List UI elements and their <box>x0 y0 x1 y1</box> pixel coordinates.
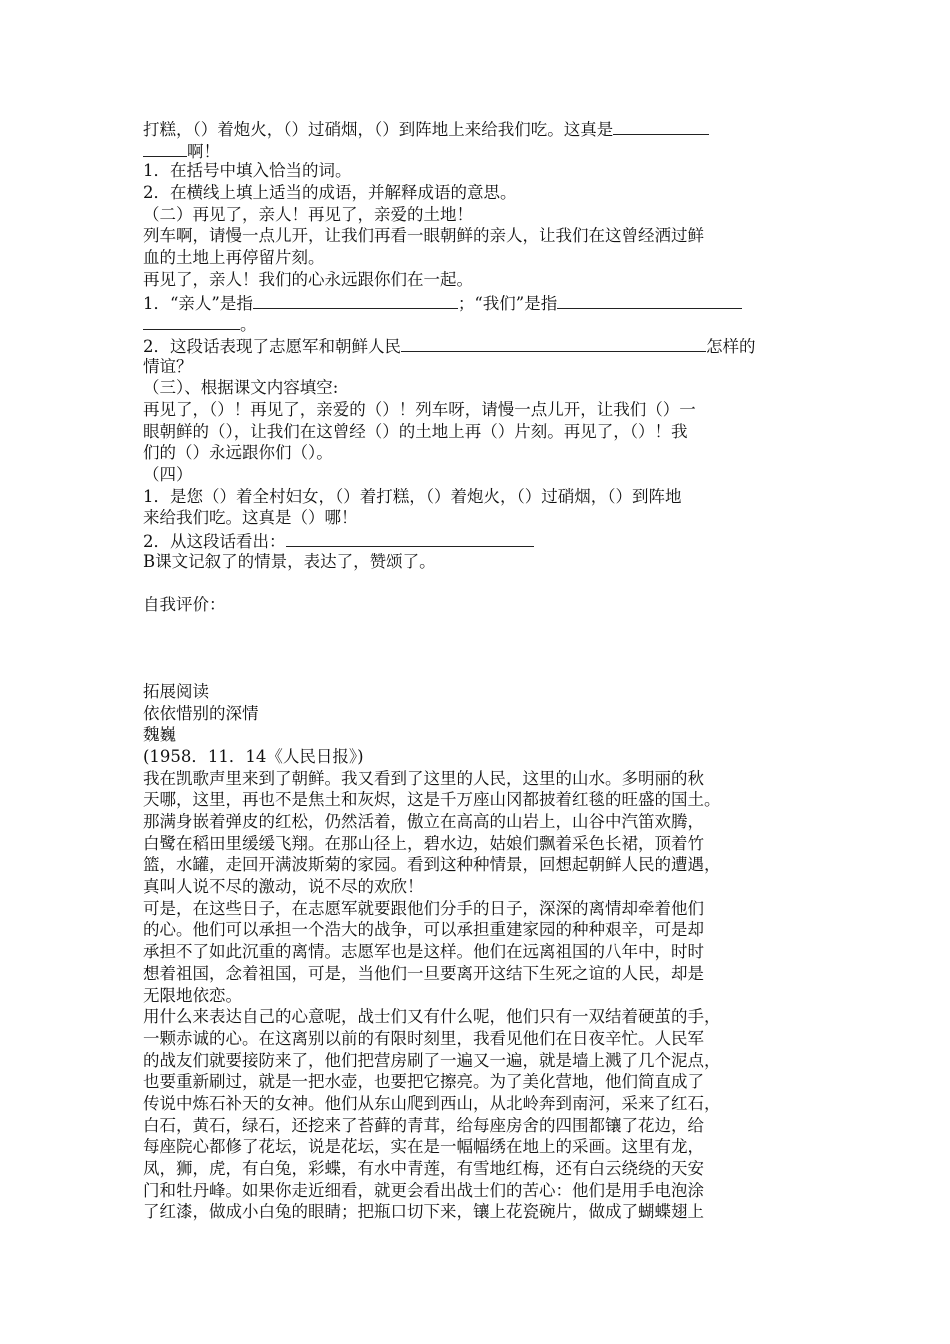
answer-blank[interactable] <box>401 334 706 352</box>
line-text: 依依惜别的深情 <box>143 703 259 723</box>
text-line <box>143 833 807 855</box>
line-text: 了红漆，做成小白兔的眼睛；把瓶口切下来，镶上花瓷碗片，做成了蝴蝶翅上 <box>143 1202 704 1222</box>
line-text: B课文记叙了的情景，表达了，赞颂了。 <box>143 551 436 571</box>
answer-blank[interactable] <box>143 312 240 330</box>
answer-blank[interactable] <box>286 529 534 547</box>
text-line <box>143 507 807 529</box>
line-text: 1．在括号中填入恰当的词。 <box>143 161 352 181</box>
line-text: (1958．11．14《人民日报》) <box>143 746 364 766</box>
text-line <box>143 117 807 139</box>
line-text: 真叫人说不尽的激动，说不尽的欢欣！ <box>143 877 424 897</box>
text-line <box>143 572 807 594</box>
text-line <box>143 941 807 963</box>
text-line <box>143 1093 807 1115</box>
line-text: 拓展阅读 <box>143 681 209 701</box>
text-line <box>143 1071 807 1093</box>
answer-blank[interactable] <box>253 291 458 309</box>
text-line <box>143 1115 807 1137</box>
line-text: 再见了，亲人！我们的心永远跟你们在一起。 <box>143 269 473 289</box>
line-text: 那满身嵌着弹皮的红松，仍然活着，傲立在高高的山岩上，山谷中汽笛欢腾， <box>143 812 704 831</box>
text-line <box>143 269 807 291</box>
answer-blank[interactable] <box>557 291 742 309</box>
line-text: （四） <box>143 465 193 484</box>
line-text: 用什么来表达自己的心意呢，战士们又有什么呢，他们只有一双结着硬茧的手， <box>143 1007 721 1027</box>
text-line <box>143 963 807 985</box>
text-line <box>143 616 807 638</box>
line-text: 自我评价： <box>143 595 226 615</box>
text-line <box>143 898 807 920</box>
text-line <box>143 356 807 378</box>
line-text: 。 <box>240 315 257 335</box>
line-text-after: 怎样的 <box>706 336 756 356</box>
text-line <box>143 464 807 486</box>
text-line <box>143 160 807 182</box>
text-line <box>143 551 807 573</box>
text-line <box>143 1136 807 1158</box>
text-line <box>143 312 807 334</box>
text-line <box>143 139 807 161</box>
document-page <box>143 117 807 1223</box>
line-text: 凤，狮，虎，有白兔，彩蝶，有水中青莲，有雪地红梅，还有白云绕绕的天安 <box>143 1159 704 1178</box>
line-text: （三）、根据课文内容填空: <box>143 378 339 398</box>
text-line <box>143 789 807 811</box>
line-text: 想着祖国，念着祖国，可是，当他们一旦要离开这结下生死之谊的人民，却是 <box>143 963 704 983</box>
text-line <box>143 1050 807 1072</box>
text-line <box>143 182 807 204</box>
answer-blank[interactable] <box>613 117 709 135</box>
text-line <box>143 1201 807 1223</box>
line-text: 篮，水罐，走回开满波斯菊的家园。看到这种种情景，回想起朝鲜人民的遭遇， <box>143 855 721 875</box>
text-line <box>143 985 807 1007</box>
line-text: 的心。他们可以承担一个浩大的战争，可以承担重建家园的种种艰辛，可是却 <box>143 920 704 940</box>
line-text: 可是，在这些日子，在志愿军就要跟他们分手的日子，深深的离情却牵着他们 <box>143 898 704 918</box>
text-line <box>143 334 807 356</box>
line-text: 一颗赤诚的心。在这离别以前的有限时刻里，我看见他们在日夜辛忙。人民军 <box>143 1028 704 1048</box>
line-text: 门和牡丹峰。如果你走近细看，就更会看出战士们的苦心：他们是用手电泡涂 <box>143 1180 704 1200</box>
text-line <box>143 638 807 660</box>
text-line <box>143 724 807 746</box>
text-line <box>143 291 807 313</box>
text-line <box>143 659 807 681</box>
line-text: 情谊？ <box>143 356 193 376</box>
text-line <box>143 486 807 508</box>
line-text: 承担不了如此沉重的离情。志愿军也是这样。他们在远离祖国的八年中，时时 <box>143 942 704 962</box>
line-text: 传说中炼石补天的女神。他们从东山爬到西山，从北岭奔到南河，采来了红石， <box>143 1093 721 1113</box>
line-text: 的战友们就要接防来了，他们把营房刷了一遍又一遍，就是墙上溅了几个泥点， <box>143 1050 721 1070</box>
line-text: 天哪，这里，再也不是焦土和灰烬，这是千万座山冈都披着红毯的旺盛的国土。 <box>143 790 721 810</box>
line-text: 每座院心都修了花坛，说是花坛，实在是一幅幅绣在地上的采画。这里有龙， <box>143 1137 704 1157</box>
line-text: 列车啊，请慢一点儿开，让我们再看一眼朝鲜的亲人，让我们在这曾经洒过鲜 <box>143 226 704 246</box>
text-line <box>143 703 807 725</box>
text-line <box>143 421 807 443</box>
text-line <box>143 204 807 226</box>
line-text: （二）再见了，亲人！再见了，亲爱的土地！ <box>143 204 473 224</box>
line-text-after: ；“我们”是指 <box>457 293 558 313</box>
text-line <box>143 247 807 269</box>
line-text: 来给我们吃。这真是（）哪！ <box>143 508 358 528</box>
line-text: 们的（）永远跟你们（）。 <box>143 443 333 463</box>
text-line <box>143 225 807 247</box>
line-text: 血的土地上再停留片刻。 <box>143 248 325 268</box>
line-text: 再见了，（）！再见了，亲爱的（）！列车呀，请慢一点儿开，让我们（）一 <box>143 399 696 419</box>
text-line <box>143 1006 807 1028</box>
text-line <box>143 876 807 898</box>
text-line <box>143 811 807 833</box>
text-line <box>143 919 807 941</box>
line-text: 白石，黄石，绿石，还挖来了苔藓的青茸，给每座房舍的四围都镶了花边，给 <box>143 1115 704 1135</box>
line-text: 1．是您（）着全村妇女，（）着打糕，（）着炮火，（）过硝烟，（）到阵地 <box>143 486 682 506</box>
line-text: 无限地依恋。 <box>143 985 242 1005</box>
line-text: 2．从这段话看出： <box>143 532 286 552</box>
text-line <box>143 1158 807 1180</box>
line-text: 2．在横线上填上适当的成语，并解释成语的意思。 <box>143 183 517 203</box>
line-text: 1．“亲人”是指 <box>143 293 253 313</box>
text-line <box>143 442 807 464</box>
text-line <box>143 1028 807 1050</box>
line-text: 魏巍 <box>143 725 176 745</box>
text-line <box>143 594 807 616</box>
text-line <box>143 746 807 768</box>
text-line <box>143 399 807 421</box>
text-line <box>143 377 807 399</box>
line-text: 啊！ <box>187 141 220 161</box>
line-text: 打糕，（）着炮火，（）过硝烟，（）到阵地上来给我们吃。这真是 <box>143 120 614 139</box>
text-line <box>143 681 807 703</box>
text-line <box>143 768 807 790</box>
line-text: 眼朝鲜的（），让我们在这曾经（）的土地上再（）片刻。再见了，（）！我 <box>143 421 688 441</box>
line-text: 我在凯歌声里来到了朝鲜。我又看到了这里的人民，这里的山水。多明丽的秋 <box>143 768 704 788</box>
line-text: 白鹭在稻田里缓缓飞翔。在那山径上，碧水边，姑娘们飘着采色长裙，顶着竹 <box>143 833 704 853</box>
text-line <box>143 1180 807 1202</box>
text-line <box>143 854 807 876</box>
line-text: 也要重新刷过，就是一把水壶，也要把它擦亮。为了美化营地，他们简直成了 <box>143 1072 704 1092</box>
line-text: 2．这段话表现了志愿军和朝鲜人民 <box>143 336 401 356</box>
text-line <box>143 529 807 551</box>
answer-blank[interactable] <box>143 139 187 157</box>
